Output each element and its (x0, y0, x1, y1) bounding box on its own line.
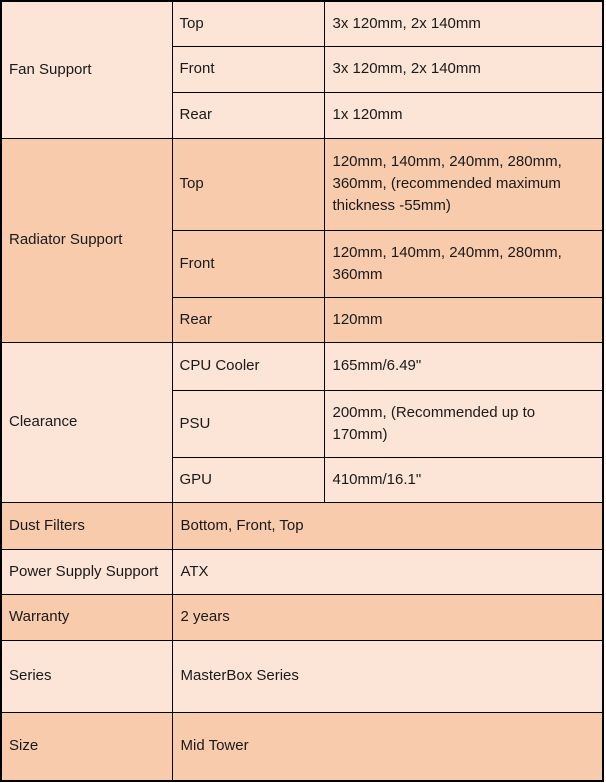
spec-value-cell: 120mm, 140mm, 240mm, 280mm, 360mm, (recommended maximum thickness -55mm) (324, 138, 603, 230)
spec-value-cell: 120mm, 140mm, 240mm, 280mm, 360mm (324, 230, 603, 297)
spec-value-cell: 3x 120mm, 2x 140mm (324, 46, 603, 92)
table-row (1, 640, 603, 712)
table-row (1, 138, 603, 230)
spec-value-cell: 200mm, (Recommended up to 170mm) (324, 390, 603, 457)
spec-label-cell: Warranty (1, 594, 172, 640)
spec-sub-cell: Front (172, 46, 324, 92)
spec-label-cell: Size (1, 712, 172, 781)
spec-sub-cell: Top (172, 1, 324, 46)
spec-value-cell: 410mm/16.1" (324, 457, 603, 502)
spec-value-cell: 165mm/6.49" (324, 342, 603, 390)
spec-label-cell: Clearance (1, 342, 172, 502)
spec-label-cell: Series (1, 640, 172, 712)
spec-sub-cell: Rear (172, 297, 324, 342)
spec-value-cell: Bottom, Front, Top (172, 502, 603, 549)
spec-value-cell: 1x 120mm (324, 92, 603, 138)
table-row (1, 1, 603, 46)
spec-sub-cell: PSU (172, 390, 324, 457)
spec-value-cell: 3x 120mm, 2x 140mm (324, 1, 603, 46)
table-row (1, 342, 603, 390)
spec-label-cell: Dust Filters (1, 502, 172, 549)
spec-sub-cell: Front (172, 230, 324, 297)
spec-value-cell: 2 years (172, 594, 603, 640)
spec-value-cell: Mid Tower (172, 712, 603, 781)
table-row (1, 594, 603, 640)
spec-value-cell: MasterBox Series (172, 640, 603, 712)
spec-label-cell: Power Supply Support (1, 549, 172, 594)
spec-value-cell: 120mm (324, 297, 603, 342)
spec-value-cell: ATX (172, 549, 603, 594)
table-row (1, 502, 603, 549)
spec-sub-cell: Top (172, 138, 324, 230)
spec-label-cell: Radiator Support (1, 138, 172, 342)
spec-sub-cell: CPU Cooler (172, 342, 324, 390)
spec-label-cell: Fan Support (1, 1, 172, 138)
table-row (1, 712, 603, 781)
spec-sub-cell: Rear (172, 92, 324, 138)
table-row (1, 549, 603, 594)
spec-sub-cell: GPU (172, 457, 324, 502)
